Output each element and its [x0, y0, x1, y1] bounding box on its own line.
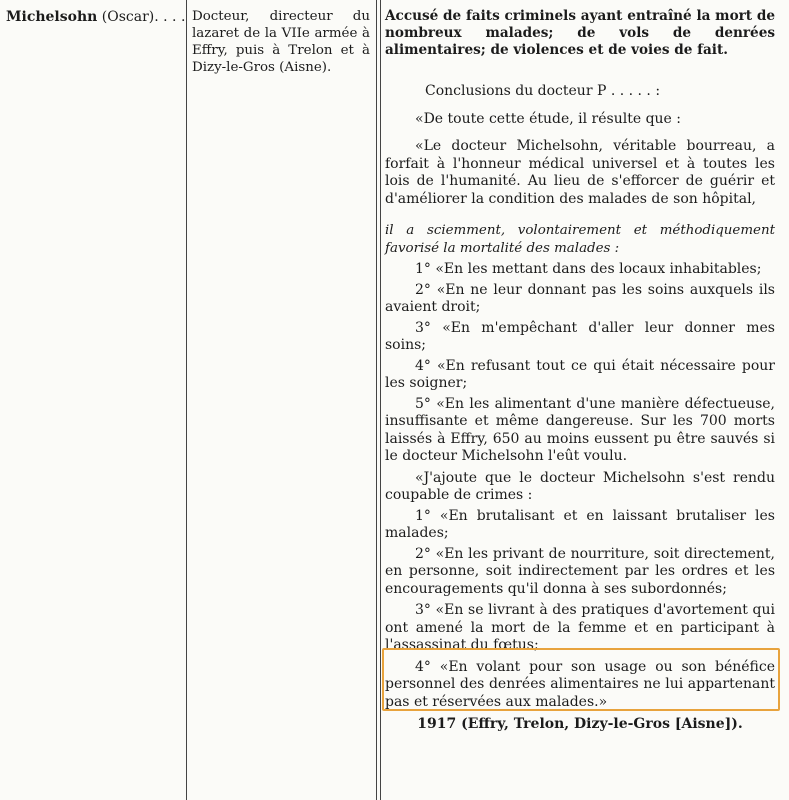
testimony-p4: «J'ajoute que le docteur Michelsohn s'est rendu coupable de crimes :	[385, 469, 775, 503]
list-b-item-1: 1° «En brutalisant et en laissant brutaliser les malades;	[385, 507, 775, 541]
list-b-item-4: 4° «En volant pour son usage ou son bénéfice personnel des denrées alimentaires ne lui appartenant pas et réservées aux malades.»	[385, 658, 775, 710]
accused-surname: Michelsohn	[6, 9, 98, 25]
testimony-p3: il a sciemment, volontairement et méthodiquement favorisé la mortalité des malades :	[385, 223, 775, 256]
testimony-intro: Conclusions du docteur P . . . . . :	[425, 83, 661, 99]
testimony-p1: «De toute cette étude, il résulte que :	[415, 110, 681, 127]
accused-forename: (Oscar). . . .	[97, 9, 186, 25]
list-b-item-2: 2° «En les privant de nourriture, soit directement, en personne, soit indirectement par les ordres et les encouragements qu'il donna à ses subordonnés;	[385, 545, 775, 597]
charges-text: Accusé de faits criminels ayant entraîné la mort de nombreux malades; de vols de denrées alimentaires; de violences et de voies de fait.	[385, 8, 775, 58]
list-a-item-2: 2° «En ne leur donnant pas les soins auxquels ils avaient droit;	[385, 281, 775, 315]
column-rule-1	[186, 0, 187, 800]
testimony-p2: «Le docteur Michelsohn, véritable bourreau, a forfait à l'honneur médical universel et à toutes les lois de l'humanité. Au lieu de s'efforcer de guérir et d'améliorer la condition des malades de son hôpital,	[385, 138, 775, 207]
accused-description: Docteur, directeur du lazaret de la VIIe armée à Effry, puis à Trelon et à Dizy-le-Gros (Aisne).	[192, 9, 370, 75]
column-rule-2	[376, 0, 377, 800]
list-a-item-1: 1° «En les mettant dans des locaux inhabitables;	[415, 261, 762, 277]
list-a-item-3: 3° «En m'empêchant d'aller leur donner mes soins;	[385, 319, 775, 353]
column-rule-3	[380, 0, 381, 800]
list-a-item-4: 4° «En refusant tout ce qui était nécessaire pour les soigner;	[385, 357, 775, 391]
list-a-item-5: 5° «En les alimentant d'une manière défectueuse, insuffisante et même dangereuse. Sur les 700 morts laissés à Effry, 650 au moins eussent pu être sauvés si le docteur Michelsohn l'eût voulu.	[385, 395, 775, 464]
main-column	[385, 8, 775, 734]
accused-name	[6, 8, 186, 26]
footer-date-places: 1917 (Effry, Trelon, Dizy-le-Gros [Aisne]).	[417, 716, 743, 732]
list-b-item-3: 3° «En se livrant à des pratiques d'avortement qui ont amené la mort de la femme et en participant à l'assassinat du fœtus;	[385, 602, 775, 653]
highlight-box	[382, 648, 780, 711]
